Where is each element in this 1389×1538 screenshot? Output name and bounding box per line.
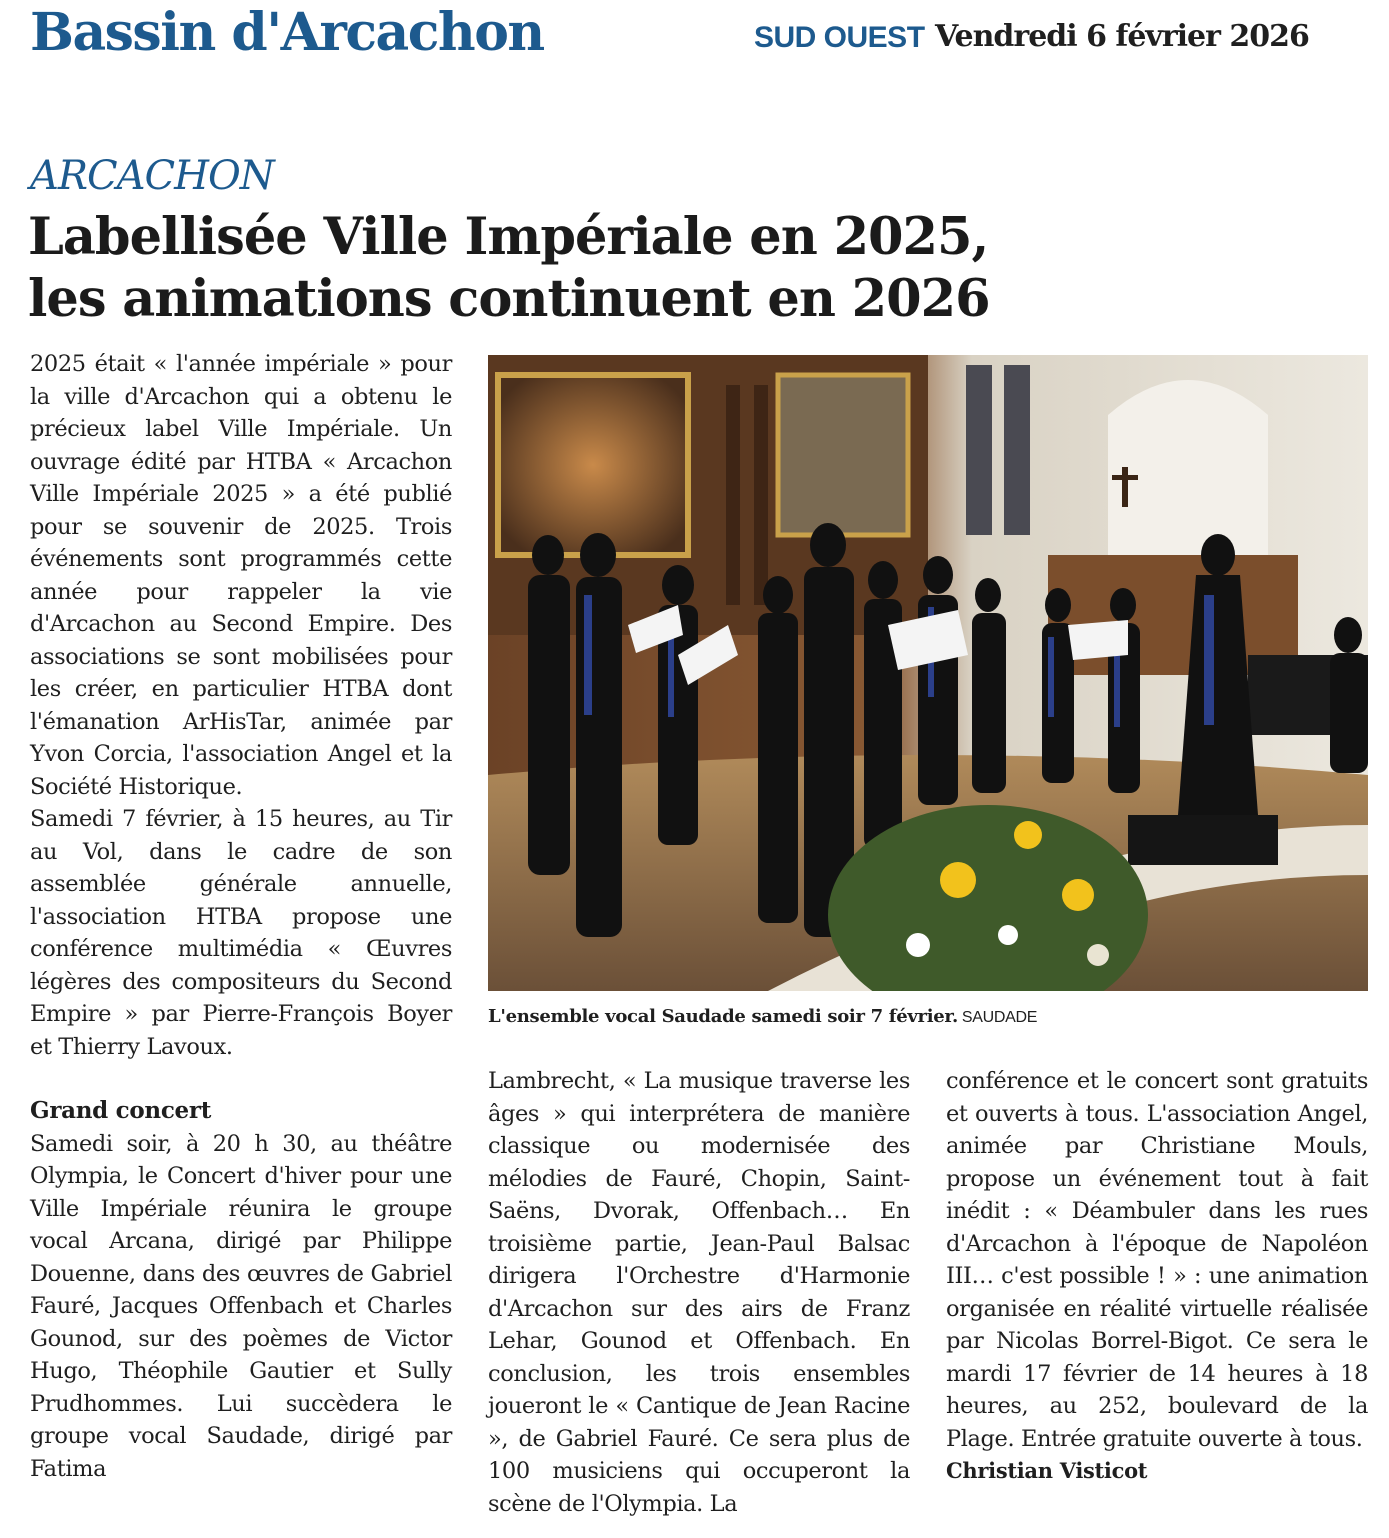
article-column-2 bbox=[488, 1065, 910, 1520]
article-headline bbox=[28, 206, 1108, 330]
issue-date: Vendredi 6 février 2026 bbox=[935, 19, 1309, 54]
headline-line-1: Labellisée Ville Impériale en 2025, bbox=[28, 207, 989, 267]
stained-window bbox=[966, 365, 992, 535]
paragraph-intro: 2025 était « l'année impériale » pour la ville d'Arcachon qui a obtenu le précieux label Ville Impériale. Un ouvrage édité par HTBA « Arcachon Ville Impériale 2025 » a été publié pour se souvenir de 2025. Trois événements sont programmés cette année pour rappeler la vie d'Arcachon au Second Empire. Des associations se sont mobilisées pour les créer, en particulier HTBA dont l'émanation ArHisTar, animée par Yvon Corcia, l'association Angel et la Société Historique. bbox=[30, 351, 452, 800]
section-title: Bassin d'Arcachon bbox=[30, 2, 544, 63]
paragraph-concert-continued: Lambrecht, « La musique traverse les âges » qui interprétera de manière classique ou modernisée des mélodies de Fauré, Chopin, Saint-Saëns, Dvorak, Offenbach… En troisième partie, Jean-Paul Balsac dirigera l'Orchestre d'Harmonie d'Arcachon sur des airs de Franz Lehar, Gounod et Offenbach. En conclusion, les trois ensembles joueront le « Cantique de Jean Racine », de Gabriel Fauré. Ce sera plus de 100 musiciens qui occuperont la scène de l'Olympia. La bbox=[488, 1068, 910, 1517]
author-byline: Christian Visticot bbox=[946, 1458, 1148, 1483]
article-kicker: ARCACHON bbox=[30, 153, 274, 199]
article-column-1 bbox=[30, 348, 452, 1485]
article-column-3 bbox=[946, 1065, 1368, 1487]
concert-photo bbox=[488, 355, 1368, 991]
headline-line-2: les animations continuent en 2026 bbox=[28, 269, 990, 329]
paragraph-angel-event: conférence et le concert sont gratuits et ouverts à tous. L'association Angel, animée par Christiane Mouls, propose un événement tout à fait inédit : « Déambuler dans les rues d'Arcachon à l'époque de Napoléon III… c'est possible ! » : une animation organisée en réalité virtuelle réalisée par Nicolas Borrel-Bigot. Ce sera le mardi 17 février de 14 heures à 18 heures, au 252, boulevard de la Plage. Entrée gratuite ouverte à tous. bbox=[946, 1068, 1368, 1452]
paragraph-concert-start: Samedi soir, à 20 h 30, au théâtre Olympia, le Concert d'hiver pour une Ville Impériale réunira le groupe vocal Arcana, dirigé par Philippe Douenne, dans des œuvres de Gabriel Fauré, Jacques Offenbach et Charles Gounod, sur des poèmes de Victor Hugo, Théophile Gautier et Sully Prudhommes. Lui succèdera le groupe vocal Saudade, dirigé par Fatima bbox=[30, 1130, 452, 1482]
photo-credit: SAUDADE bbox=[961, 1009, 1038, 1026]
stained-window bbox=[1004, 365, 1030, 535]
subheading-grand-concert: Grand concert bbox=[30, 1097, 212, 1124]
newspaper-name: SUD OUEST bbox=[754, 21, 925, 54]
left-painting bbox=[498, 375, 688, 555]
carved-column bbox=[754, 385, 768, 605]
paragraph-conference: Samedi 7 février, à 15 heures, au Tir au Vol, dans le cadre de son assemblée générale annuelle, l'association HTBA propose une conférence multimédia « Œuvres légères des compositeurs du Second Empire » par Pierre-François Boyer et Thierry Lavoux. bbox=[30, 806, 452, 1060]
conductor-podium bbox=[1128, 815, 1278, 865]
photo-caption bbox=[488, 1003, 1368, 1032]
caption-text: L'ensemble vocal Saudade samedi soir 7 février. bbox=[488, 1006, 958, 1027]
cross bbox=[1122, 467, 1128, 507]
cross bbox=[1112, 475, 1138, 480]
carved-column bbox=[726, 385, 740, 605]
right-painting bbox=[778, 375, 908, 535]
